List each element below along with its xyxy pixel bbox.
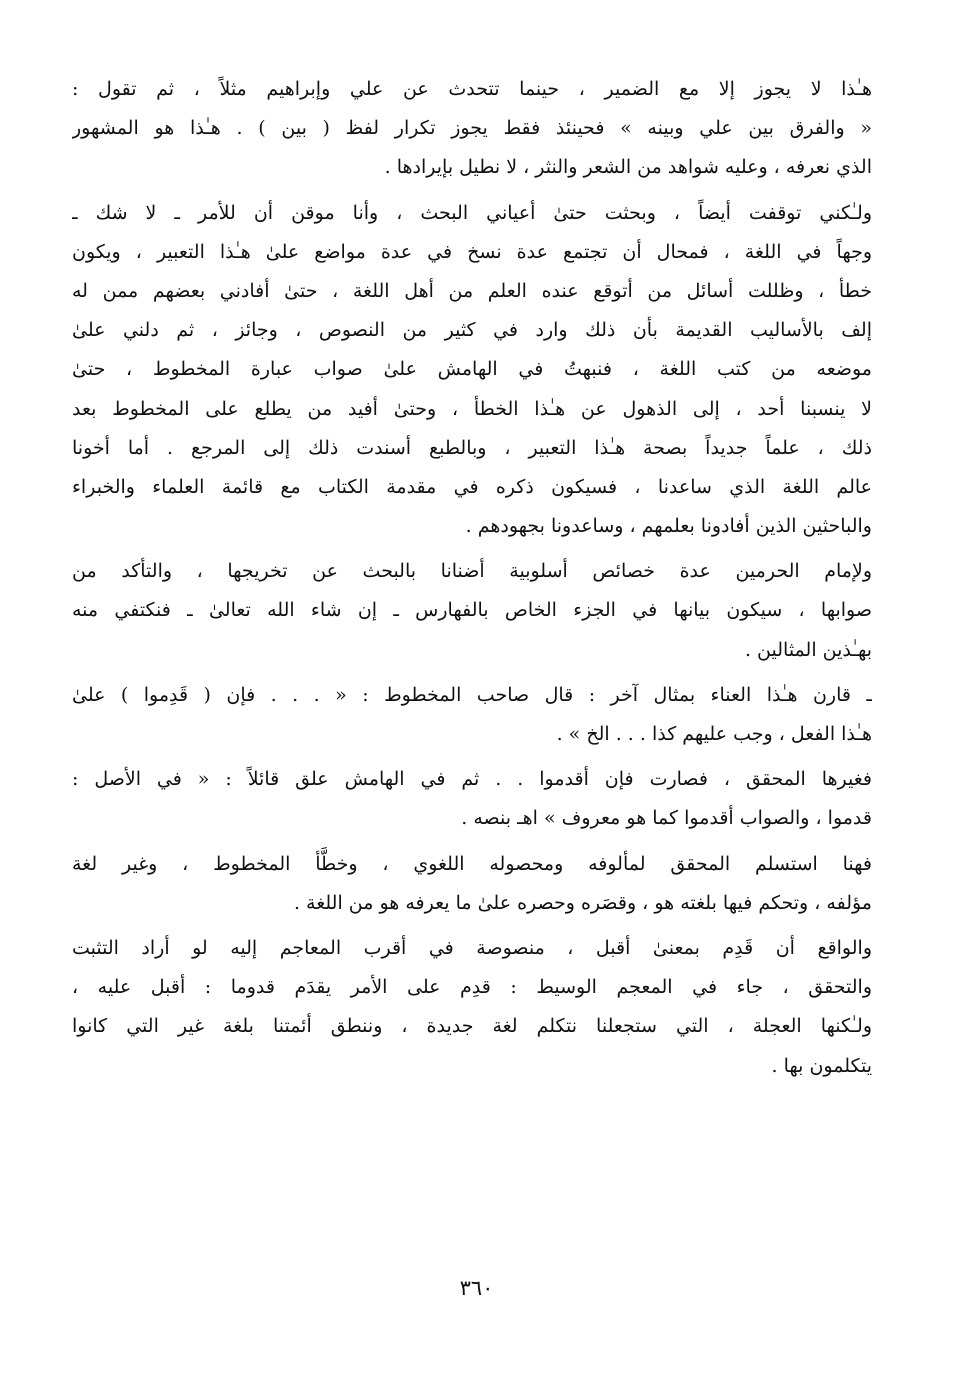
text-line: فغيرها المحقق ، فصارت فإن أقدموا . . ثم في الهامش علق قائلاً : « في الأصل :	[72, 768, 872, 791]
body-text	[72, 70, 872, 1092]
paragraph	[72, 676, 872, 754]
text-line: يتكلمون بها .	[771, 1054, 872, 1077]
paragraph	[72, 929, 872, 1086]
page-number: ٣٦٠	[459, 1276, 494, 1300]
text-line: قدموا ، والصواب أقدموا كما هو معروف » اهـ بنصه .	[461, 807, 872, 830]
text-line: وجهاً في اللغة ، فمحال أن تجتمع عدة نسخ في عدة مواضع علىٰ هـٰذا التعبير ، ويكون	[72, 240, 872, 263]
text-line: إلف بالأساليب القديمة بأن ذلك وارد في كثير من النصوص ، وجائز ، ثم دلني علىٰ	[72, 319, 872, 342]
text-line: بهـٰذين المثالين .	[744, 638, 872, 661]
paragraph	[72, 70, 872, 188]
text-line: هـٰذا لا يجوز إلا مع الضمير ، حينما تتحدث عن علي وإبراهيم مثلاً ، ثم تقول :	[72, 78, 872, 100]
paragraph	[72, 760, 872, 838]
text-line: هـٰذا الفعل ، وجب عليهم كذا . . . الخ » .	[556, 723, 872, 745]
text-line: والتحقق ، جاء في المعجم الوسيط : قدِم على الأمر يقدَم قدوما : أقبل عليه ،	[72, 976, 872, 999]
text-line: عالم اللغة الذي ساعدنا ، فسيكون ذكره في مقدمة الكتاب مع قائمة العلماء والخبراء	[72, 475, 872, 498]
paragraph	[72, 845, 872, 923]
text-line: مؤلفه ، وتحكم فيها بلغته هو ، وقصَره وحصره علىٰ ما يعرفه هو من اللغة .	[293, 891, 872, 914]
text-line: فهنا استسلم المحقق لمألوفه ومحصوله اللغوي ، وخطَّأ المخطوط ، وغير لغة	[72, 852, 872, 875]
text-line: ولـٰكنها العجلة ، التي ستجعلنا نتكلم لغة جديدة ، وننطق أئمتنا بلغة غير التي كانوا	[72, 1015, 872, 1038]
text-line: ولإمام الحرمين عدة خصائص أسلوبية أضنانا بالبحث عن تخريجها ، والتأكد من	[72, 560, 872, 583]
paragraph	[72, 194, 872, 547]
text-line: الذي نعرفه ، وعليه شواهد من الشعر والنثر ، لا نطيل بإيرادها .	[384, 156, 872, 179]
text-line: والباحثين الذين أفادونا بعلمهم ، وساعدونا بجهودهم .	[465, 515, 872, 538]
text-line: ولـٰكني توقفت أيضاً ، وبحثت حتىٰ أعياني البحث ، وأنا موقن أن للأمر ـ لا شك ـ	[72, 201, 872, 224]
text-line: والواقع أن قَدِم بمعنىٰ أقبل ، منصوصة في أقرب المعاجم إليه لو أراد التثبت	[72, 936, 872, 959]
paragraph	[72, 552, 872, 670]
text-line: لا ينسبنا أحد ، إلى الذهول عن هـٰذا الخطأ ، وحتىٰ أفيد من يطلع على المخطوط بعد	[72, 397, 872, 420]
text-line: « والفرق بين علي وبينه » فحينئذ فقط يجوز تكرار لفظ ( بين ) . هـٰذا هو المشهور	[72, 117, 872, 140]
text-line: موضعه من كتب اللغة ، فنبهتُ في الهامش علىٰ صواب عبارة المخطوط ، حتىٰ	[72, 358, 872, 381]
text-line: ـ قارن هـٰذا العناء بمثال آخر : قال صاحب المخطوط : « . . . فإن ( قَدِموا ) علىٰ	[72, 683, 872, 706]
text-line: ذلك ، علماً جديداً بصحة هـٰذا التعبير ، وبالطبع أسندت ذلك إلى المرجع . أما أخونا	[72, 436, 872, 459]
text-line: صوابها ، سيكون بيانها في الجزء الخاص بالفهارس ـ إن شاء الله تعالىٰ ـ فنكتفي منه	[72, 599, 872, 622]
text-line: خطأ ، وظللت أسائل من أتوقع عنده العلم من أهل اللغة ، حتىٰ أفادني بعضهم ممن له	[72, 279, 872, 302]
